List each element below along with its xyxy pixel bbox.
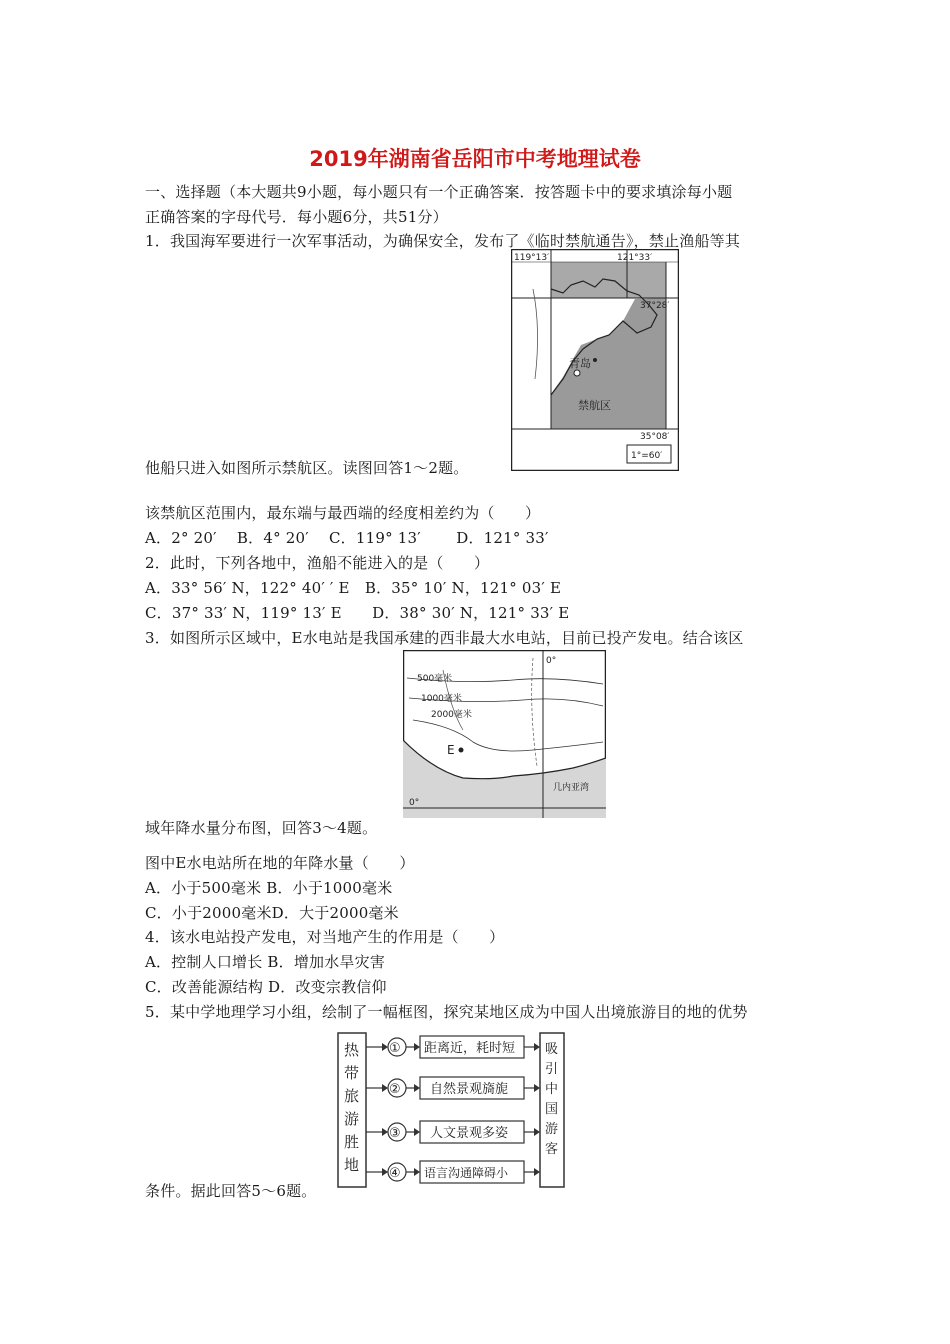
flow-item-3-num: ③ bbox=[389, 1126, 401, 1141]
flow-item-3-text: 人文景观多姿 bbox=[430, 1126, 509, 1141]
map1-lon-right: 121°33′ bbox=[617, 253, 653, 263]
map1-scale: 1°=60′ bbox=[631, 451, 663, 461]
flow-left-char-4: 游 bbox=[344, 1110, 360, 1128]
flow-left-char-1: 热 bbox=[344, 1041, 360, 1059]
q1-stem: 该禁航区范围内，最东端与最西端的经度相差约为（ ） bbox=[145, 504, 541, 522]
map2-iso-1000: 1000毫米 bbox=[421, 694, 462, 704]
flow-left-char-6: 地 bbox=[344, 1156, 360, 1174]
q3-options-line1: A．小于500毫米 B．小于1000毫米 bbox=[145, 879, 393, 897]
flow-left-char-3: 旅 bbox=[344, 1087, 360, 1105]
page-title: 2019年湖南省岳阳市中考地理试卷 bbox=[309, 147, 641, 171]
flow-item-1-text: 距离近，耗时短 bbox=[424, 1041, 516, 1056]
q2-stem: 2．此时，下列各地中，渔船不能进入的是（ ） bbox=[145, 554, 490, 572]
q4-options-line2: C．改善能源结构 D．改变宗教信仰 bbox=[145, 978, 387, 996]
q4-stem: 4．该水电站投产发电，对当地产生的作用是（ ） bbox=[145, 928, 505, 946]
map1-zone-label: 禁航区 bbox=[578, 399, 611, 412]
map1-lat-bottom: 35°08′ bbox=[640, 432, 670, 442]
map2-iso-2000: 2000毫米 bbox=[431, 710, 472, 720]
q1-options: A．2° 20′ B．4° 20′ C．119° 13′ D．121° 33′ bbox=[145, 529, 549, 547]
q2-options-line2: C．37° 33′ N，119° 13′ E D．38° 30′ N，121° 33′ E bbox=[145, 604, 570, 622]
west-africa-precipitation-map bbox=[403, 650, 606, 818]
flow-left-char-5: 胜 bbox=[344, 1133, 360, 1151]
flow-item-4-num: ④ bbox=[389, 1166, 401, 1181]
map2-iso-500: 500毫米 bbox=[417, 674, 453, 684]
q4-options-line1: A．控制人口增长 B．增加水旱灾害 bbox=[145, 953, 386, 971]
q3-intro-line1: 3．如图所示区域中，E水电站是我国承建的西非最大水电站，目前已投产发电。结合该区 bbox=[145, 629, 744, 647]
q3-intro-line2: 域年降水量分布图，回答3～4题。 bbox=[145, 819, 378, 837]
section-heading-line2: 正确答案的字母代号．每小题6分，共51分） bbox=[145, 208, 448, 226]
map1-lat-top: 37°28′ bbox=[640, 301, 670, 311]
flow-item-2-text: 自然景观旖旎 bbox=[430, 1082, 509, 1097]
flow-right-char-3: 中 bbox=[545, 1082, 559, 1097]
no-sail-zone-map bbox=[511, 249, 679, 471]
map2-gulf-label: 几内亚湾 bbox=[553, 783, 590, 793]
section-heading-line1: 一、选择题（本大题共9小题，每小题只有一个正确答案．按答题卡中的要求填涂每小题 bbox=[145, 183, 733, 201]
flow-item-2-num: ② bbox=[389, 1082, 401, 1097]
flow-right-char-2: 引 bbox=[545, 1062, 559, 1077]
map2-lat-0: 0° bbox=[409, 798, 420, 808]
q5-intro-line1: 5．某中学地理学习小组，绘制了一幅框图，探究某地区成为中国人出境旅游目的地的优势 bbox=[145, 1003, 748, 1021]
flow-left-char-2: 带 bbox=[344, 1064, 360, 1082]
q1-intro-line2: 他船只进入如图所示禁航区。读图回答1～2题。 bbox=[145, 459, 469, 477]
flow-item-4-text: 语言沟通障碍小 bbox=[424, 1166, 509, 1180]
q1-intro-line1: 1．我国海军要进行一次军事活动，为确保安全，发布了《临时禁航通告》，禁止渔船等其 bbox=[145, 232, 741, 250]
q5-intro-line2: 条件。据此回答5～6题。 bbox=[145, 1182, 317, 1200]
q2-options-line1: A．33° 56′ N，122° 40′ ′ E B．35° 10′ N，121° 03′ E bbox=[145, 579, 562, 597]
map2-lon-0: 0° bbox=[546, 656, 557, 666]
tourism-flow-diagram bbox=[336, 1031, 568, 1189]
map2-station-label: E bbox=[447, 743, 455, 757]
flow-right-char-5: 游 bbox=[545, 1122, 559, 1137]
map1-city-label: 青岛 bbox=[569, 357, 591, 370]
flow-item-1-num: ① bbox=[389, 1041, 401, 1056]
flow-right-char-6: 客 bbox=[545, 1142, 559, 1157]
q3-options-line2: C．小于2000毫米D．大于2000毫米 bbox=[145, 904, 399, 922]
map1-lon-left: 119°13′ bbox=[514, 253, 550, 263]
flow-right-char-4: 国 bbox=[545, 1102, 559, 1117]
q3-stem: 图中E水电站所在地的年降水量（ ） bbox=[145, 854, 415, 872]
flow-right-char-1: 吸 bbox=[545, 1042, 559, 1057]
